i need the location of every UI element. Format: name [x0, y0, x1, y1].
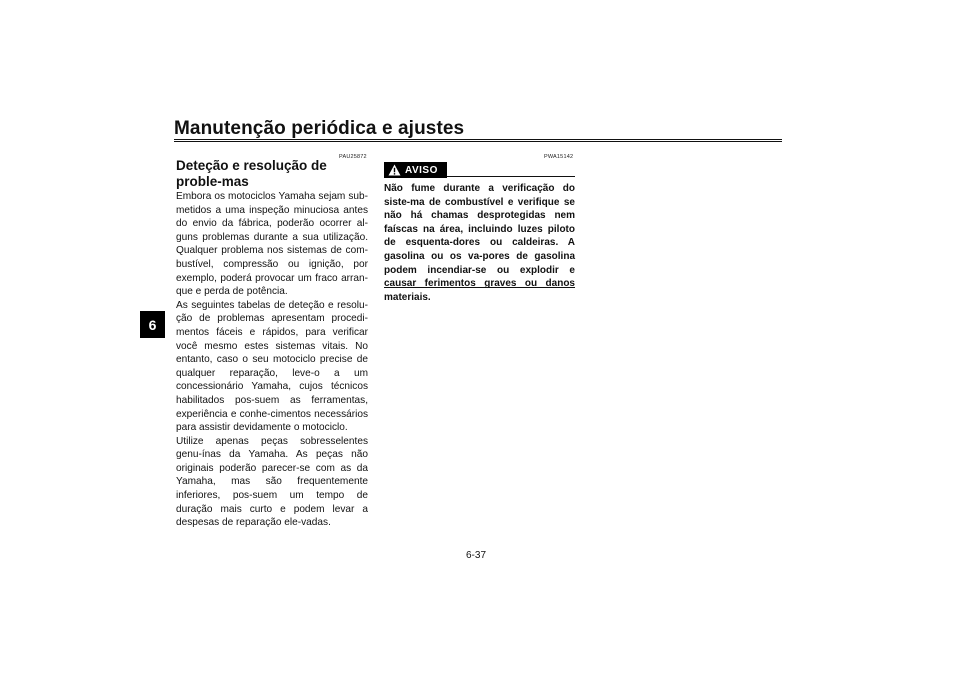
warning-badge [384, 162, 447, 178]
warning-code: PWA15142 [544, 154, 574, 160]
warning-bottom-rule [384, 287, 575, 288]
paragraph: Utilize apenas peças sobresselentes genu-ínas da Yamaha. As peças não originais poderão parecer-se com as da Yamaha, mas são frequentemente inferiores, pos-suem um tempo de duração mais curto e podem levar a despesas de reparação ele-vadas. [176, 435, 368, 529]
header-rule [174, 139, 782, 142]
section-code: PAU25872 [339, 154, 367, 160]
chapter-tab: 6 [140, 311, 165, 338]
page-number: 6-37 [466, 550, 487, 561]
body-text [176, 190, 368, 530]
warning-triangle-icon [388, 164, 401, 176]
warning-text: Não fume durante a verificação do siste-ma de combustível e verifique se não há chamas desprotegidas nem faíscas na área, incluindo luzes piloto de esquenta-dores ou caldeiras. A gasolina ou os va-pores de gasolina podem incendiar-se ou explodir e causar ferimentos graves ou danos materiais. [384, 183, 575, 303]
page-title: Manutenção periódica e ajustes [174, 118, 465, 139]
paragraph: Embora os motociclos Yamaha sejam sub-metidos a uma inspeção minuciosa antes do envio da fábrica, poderão ocorrer al-guns problemas durante a sua utilização. Qualquer problema nos sistemas de com-bustível, compressão ou ignição, por exemplo, poderá provocar um fraco arran-que e perda de potência. [176, 191, 368, 298]
paragraph: As seguintes tabelas de deteção e resolu-ção de problemas apresentam procedi-mentos fáceis e rápidos, para verificar você mesmo estes sistemas vitais. No entanto, caso o seu motociclo precise de qualquer reparação, leve-o a um concessionário Yamaha, cujos técnicos habilitados pos-suem as ferramentas, experiência e conhe-cimentos necessários para assistir devidamente o motociclo. [176, 299, 368, 434]
section-heading: Deteção e resolução de proble-mas [176, 158, 327, 189]
warning-top-rule [447, 176, 575, 177]
warning-badge-label: AVISO [405, 164, 438, 176]
